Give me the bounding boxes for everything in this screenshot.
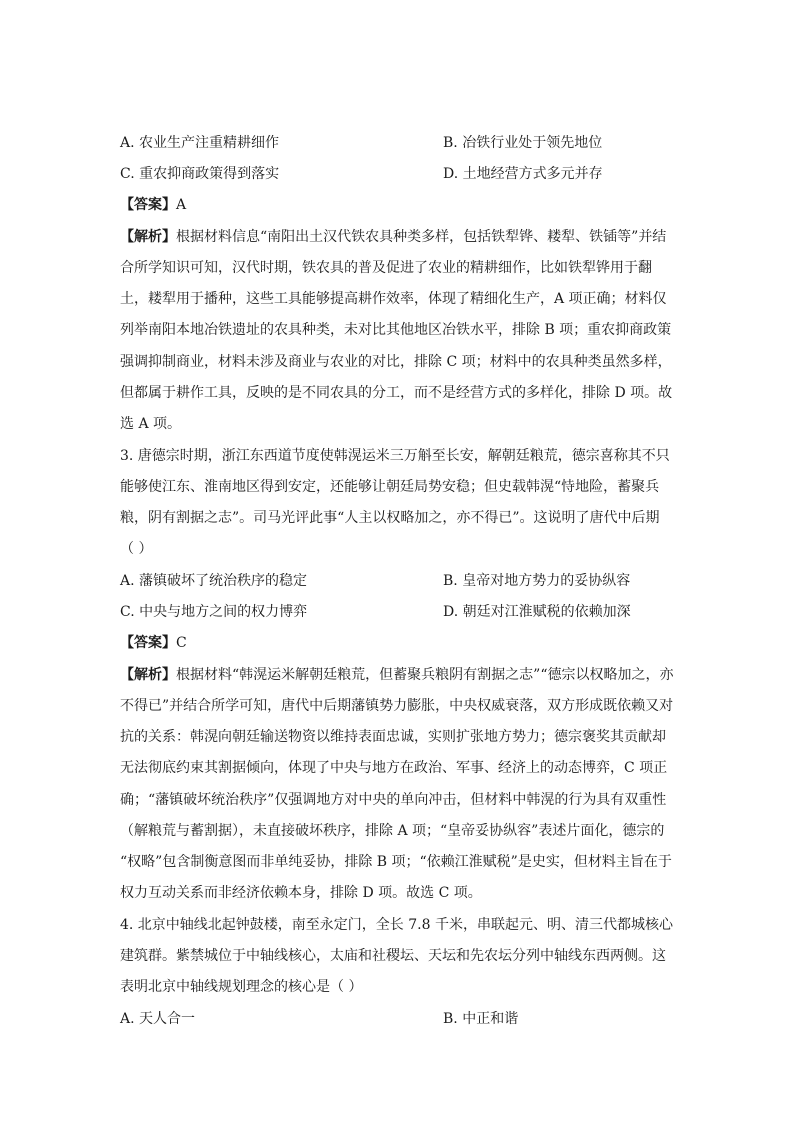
answer-label: 【答案】 bbox=[120, 197, 176, 213]
analysis-text: 根据材料“韩滉运米解朝廷粮荒，但蓄聚兵粮阴有割据之志”“德宗以权略加之，亦 bbox=[176, 667, 674, 683]
q3-stem-line: 3. 唐德宗时期，浙江东西道节度使韩滉运米三万斛至长安，解朝廷粮荒，德宗喜称其不只 bbox=[120, 448, 670, 464]
q4-stem-line: 建筑群。紫禁城位于中轴线核心，太庙和社稷坛、天坛和先农坛分列中轴线东西两侧。这 bbox=[120, 948, 666, 964]
q3-option-c[interactable]: C. 中央与地方之间的权力博弈 bbox=[120, 604, 308, 620]
q3-analysis-line: 抗的关系：韩滉向朝廷输送物资以维持表面忠诚，实则扩张地方势力；德宗褒奖其贡献却 bbox=[120, 729, 666, 745]
answer-label: 【答案】 bbox=[120, 635, 176, 651]
q2-option-a[interactable]: A. 农业生产注重精耕细作 bbox=[120, 135, 280, 151]
q2-analysis-line: 合所学知识可知，汉代时期，铁农具的普及促进了农业的精耕细作，比如铁犁铧用于翻 bbox=[120, 260, 652, 276]
q2-analysis-line: 列举南阳本地冶铁遗址的农具种类，未对比其他地区冶铁水平，排除 B 项；重农抑商政策 bbox=[120, 322, 672, 338]
analysis-label: 【解析】 bbox=[120, 229, 176, 245]
q2-analysis-line bbox=[120, 227, 680, 247]
q4-option-a[interactable]: A. 天人合一 bbox=[120, 1011, 196, 1027]
q3-answer-blank: （ ） bbox=[120, 541, 153, 557]
q2-option-c[interactable]: C. 重农抑商政策得到落实 bbox=[120, 166, 280, 182]
q4-stem-line: 表明北京中轴线规划理念的核心是（ ） bbox=[120, 979, 363, 995]
analysis-text: 根据材料信息“南阳出土汉代铁农具种类多样，包括铁犁铧、耧犁、铁锸等”并结 bbox=[176, 229, 667, 245]
q2-analysis-line: 土，耧犁用于播种，这些工具能够提高耕作效率，体现了精细化生产，A 项正确；材料仅 bbox=[120, 291, 667, 307]
q4-option-b[interactable]: B. 中正和谐 bbox=[443, 1011, 519, 1027]
q2-option-b[interactable]: B. 冶铁行业处于领先地位 bbox=[443, 135, 603, 151]
q3-answer bbox=[120, 633, 680, 653]
analysis-label: 【解析】 bbox=[120, 667, 176, 683]
q3-stem-line: 粮，阴有割据之志”。司马光评此事“人主以权略加之，亦不得已”。这说明了唐代中后期 bbox=[120, 510, 660, 526]
answer-value: C bbox=[176, 635, 187, 651]
q3-analysis-line: 不得已”并结合所学可知，唐代中后期藩镇势力膨胀，中央权威衰落，双方形成既依赖又对 bbox=[120, 698, 674, 714]
q2-analysis-line: 但都属于耕作工具，反映的是不同农具的分工，而不是经营方式的多样化，排除 D 项。故 bbox=[120, 385, 673, 401]
q2-analysis-line: 选 A 项。 bbox=[120, 416, 182, 432]
q4-stem-line: 4. 北京中轴线北起钟鼓楼，南至永定门，全长 7.8 千米，串联起元、明、清三代都城核心 bbox=[120, 917, 673, 933]
q2-answer bbox=[120, 195, 680, 215]
q3-analysis-line: “权略”包含制衡意图而非单纯妥协，排除 B 项；“依赖江淮赋税”是史实，但材料主旨在于 bbox=[120, 854, 672, 870]
q3-option-d[interactable]: D. 朝廷对江淮赋税的依赖加深 bbox=[443, 604, 631, 620]
q3-analysis-line bbox=[120, 665, 680, 685]
q3-analysis-line: 权力互动关系而非经济依赖本身，排除 D 项。故选 C 项。 bbox=[120, 885, 482, 901]
q2-analysis-line: 强调抑制商业，材料未涉及商业与农业的对比，排除 C 项；材料中的农具种类虽然多样， bbox=[120, 354, 672, 370]
q3-stem-line: 能够使江东、淮南地区得到安定，还能够让朝廷局势安稳；但史载韩滉“恃地险，蓄聚兵 bbox=[120, 479, 660, 495]
q3-analysis-line: 确；“藩镇破坏统治秩序”仅强调地方对中央的单向冲击，但材料中韩滉的行为具有双重性 bbox=[120, 792, 667, 808]
q3-analysis-line: 无法彻底约束其割据倾向，体现了中央与地方在政治、军事、经济上的动态博弈，C 项正 bbox=[120, 760, 668, 776]
q3-option-a[interactable]: A. 藩镇破坏了统治秩序的稳定 bbox=[120, 573, 308, 589]
q3-option-b[interactable]: B. 皇帝对地方势力的妥协纵容 bbox=[443, 573, 631, 589]
answer-value: A bbox=[176, 197, 187, 213]
q3-analysis-line: （解粮荒与蓄割据），未直接破坏秩序，排除 A 项；“皇帝妥协纵容”表述片面化，德宗的 bbox=[120, 823, 665, 839]
q2-option-d[interactable]: D. 土地经营方式多元并存 bbox=[443, 166, 603, 182]
